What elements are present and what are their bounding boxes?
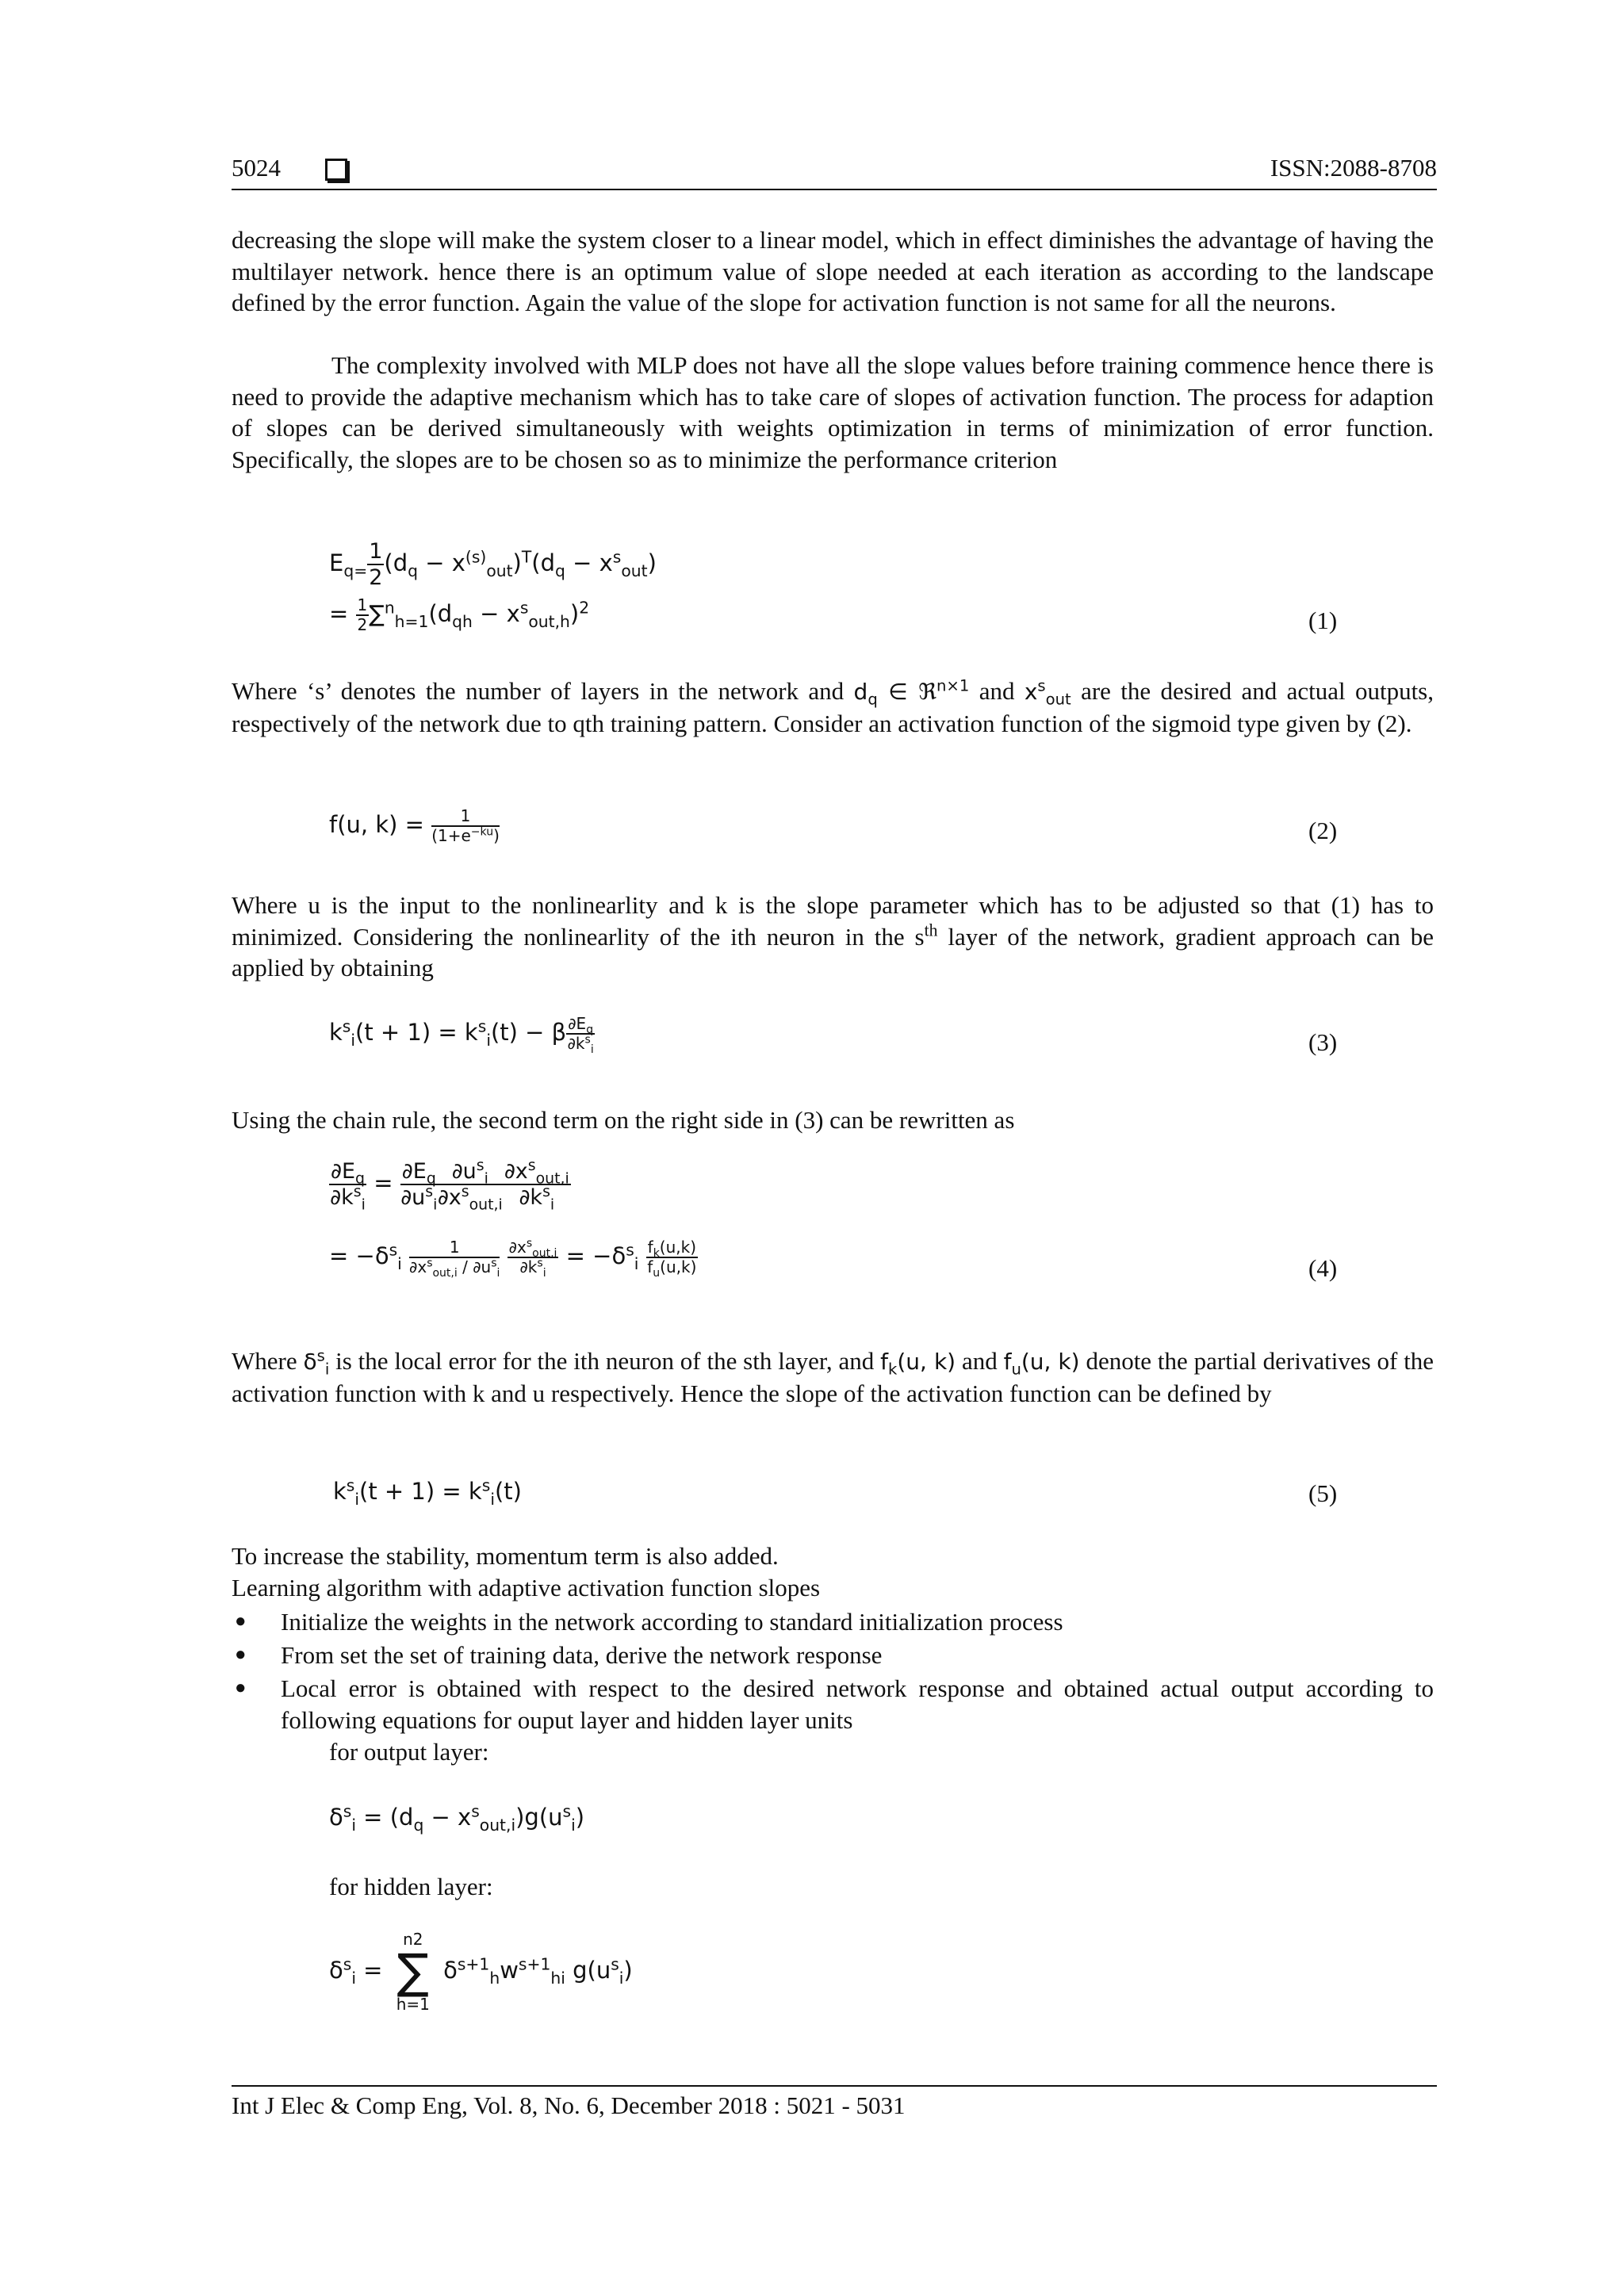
- algorithm-title: Learning algorithm with adaptive activation function slopes: [232, 1574, 821, 1601]
- equation-number-4: (4): [1308, 1254, 1338, 1282]
- inline-math-fu: $f_u(u$, k): [1003, 1349, 1080, 1379]
- label-output-layer: for output layer:: [329, 1738, 489, 1766]
- equation-3: $k^s_i(t + 1) = k^s_i(t) - \beta$ $\frac{\partial E_q}{\partial k^s_i}$: [329, 1014, 594, 1056]
- equation-1-line-1: $E_{q=}$ $\frac{1}{2}$ $(d_q - x^{(s)}_{out})^T(d_q - x^s_{out})$: [329, 539, 657, 591]
- paragraph-local-error-part-1: Where: [232, 1347, 297, 1375]
- inline-math-fk: $f_k(u$, k): [880, 1349, 956, 1379]
- equation-2: f(u, k) = $\frac{1}{(1+e^{-ku})}$: [329, 806, 500, 845]
- header-rule: [232, 189, 1437, 190]
- footer-rule: [232, 2085, 1437, 2087]
- paragraph-layers-part-2: and: [979, 677, 1015, 705]
- paragraph-layers-part-1: Where ‘s’ denotes the number of layers in the network and: [232, 677, 845, 705]
- superscript-th: th: [924, 920, 938, 940]
- paragraph-complexity: The complexity involved with MLP does not have all the slope values before training commence hence there is need to provide the adaptive mechanism which has to take care of slopes of activation function. The process for adaption of slopes can be derived simultaneously with weights optimization in terms of minimization of error function. Specifically, the slopes are to be chosen so as to minimize the performance criterion: [232, 351, 1434, 473]
- paragraph-layers: [232, 675, 1434, 739]
- paragraph-nonlinearity: [232, 890, 1434, 984]
- inline-math-xout: $x^s_{out}$: [1024, 676, 1071, 709]
- paragraph-nonlinearity-part-2: layer of the network, gradient approach can be applied by obtaining: [232, 922, 1434, 982]
- bullet-icon: ●: [235, 1678, 247, 1698]
- page-number: 5024: [232, 154, 281, 182]
- label-hidden-layer: for hidden layer:: [329, 1873, 493, 1900]
- inline-math-dq: $d_q$ ∈ ℜ$^{n\times 1}$: [853, 676, 970, 709]
- paragraph-local-error-part-4: denote the partial derivatives of the activation function with k and u respectively. Hence the slope of the activation function can be defined by: [232, 1347, 1434, 1407]
- paragraph-slope-intro: decreasing the slope will make the system closer to a linear model, which in effect diminishes the advantage of having the multilayer network. hence there is an optimum value of slope needed at each iteration as according to the landscape defined by the error function. Again the value of the slope for activation function is not same for all the neurons.: [232, 226, 1434, 316]
- equation-number-3: (3): [1308, 1028, 1338, 1056]
- equation-number-1: (1): [1308, 607, 1338, 634]
- paragraph-momentum: To increase the stability, momentum term is also added.: [232, 1542, 779, 1570]
- bullet-icon: ●: [235, 1611, 247, 1632]
- page-header: [232, 154, 1437, 186]
- equation-1-line-2: = $\frac{1}{2}$ $\sum^n_{h=1}(d_{qh} - x^s_{out,h})^2$: [329, 595, 590, 634]
- paragraph-local-error-part-2: is the local error for the ith neuron of the sth layer, and: [335, 1347, 875, 1375]
- equation-4-line-2: = $-\delta^s_i$ $\frac{1}{\partial x^s_{out,i} / \partial u^s_i}$ $\frac{\partial x^s_{out,i}}{\partial k^s_i}$ = $-\delta^s_i$ $\frac{f_k(u,k)}{f_u(u,k)}$: [329, 1237, 697, 1280]
- equation-number-2: (2): [1308, 817, 1338, 844]
- issn-label: ISSN:2088-8708: [1270, 154, 1437, 182]
- equation-4-line-1: $\frac{\partial E_q}{\partial k^s_i}$ = $\frac{\partial E_q}{\partial u^s_i}$ $\frac{\partial u^s_i}{\partial x^s_{out,i}}$ $\frac{\partial x^s_{out,i}}{\partial k^s_i}$: [330, 1157, 569, 1214]
- bullet-icon: ●: [235, 1644, 247, 1665]
- inline-math-delta: $\delta^s_i$: [303, 1346, 330, 1379]
- square-icon: [325, 159, 347, 181]
- equation-output-delta: $\delta^s_i = (d_q - x^s_{out,i})g(u^s_i)$: [329, 1801, 585, 1835]
- equation-number-5: (5): [1308, 1479, 1338, 1507]
- paragraph-nonlinearity-part-1: Where u is the input to the nonlinearlity and k is the slope parameter which has to be adjusted so that (1) has to minimized. Considering the nonlinearlity of the ith neuron in the s: [232, 891, 1434, 951]
- page-footer: Int J Elec & Comp Eng, Vol. 8, No. 6, December 2018 : 5021 - 5031: [232, 2091, 906, 2119]
- equation-hidden-delta: $\delta^s_i$ = n2 ∑ h=1 $\delta^{s+1}_hw^{s+1}_{hi}$ $g(u^s_i)$: [329, 1930, 633, 2014]
- paragraph-layers-part-3: are the desired and actual outputs, respectively of the network due to qth training pattern. Consider an activation function of the sigmoid type given by (2).: [232, 677, 1434, 737]
- paragraph-local-error: [232, 1345, 1434, 1409]
- equation-5: $k^s_i(t + 1) = k^s_i(t)$: [333, 1475, 522, 1509]
- paper-page: 5024 ISSN:2088-8708 decreasing the slope will make the system closer to a linear model, which in effect diminishes the advantage of having the multilayer network. hence there is an optimum value of slope needed at each iteration as according to the landscape defined by the error function. Again the value of the slope for activation function is not same for all the neurons. The complexity involved with MLP does not have all the slope values before training commence hence there is need to provide the adaptive mechanism which has to take care of slopes of activation function. The process for adaption of slopes can be derived simultaneously with weights optimization in terms of minimization of error function. Specifically, the slopes are to be chosen so as to minimize the performance criterion $E_{q=}$ $\frac{1}{2}$ $(d_q - x^{(s)}_{out})^T(d_q - x^s_{out})$ = $\frac{1}{2}$ $\sum^n_{h=1}(d_{qh} - x^s_{out,h})^2$ (1) Where ‘s’ denotes the number of layers in the network and $d_q$ ∈ ℜ$^{n\times 1}$ and $x^s_{out}$ are the desired and actual outputs, respectively of the network due to qth training pattern. Consider an activation function of the sigmoid type given by (2). f(u, k) = $\frac{1}{(1+e^{-ku})}$ (2) Where u is the input to the nonlinearlity and k is the slope parameter which has to be adjusted so that (1) has to minimized. Considering the nonlinearlity of the ith neuron in the $s^{th}$ layer of the network, gradient approach can be applied by obtaining $k^s_i(t + 1) = k^s_i(t) - \beta$ $\frac{\partial E_q}{\partial k^s_i}$ (3) Using the chain rule, the second term on the right side in (3) can be rewritten as $\frac{\partial E_q}{\partial k^s_i}$ = $\frac{\partial E_q}{\partial u^s_i}$ $\frac{\partial u^s_i}{\partial x^s_{out,i}}$ $\frac{\partial x^s_{out,i}}{\partial k^s_i}$ = $-\delta^s_i$ $\frac{1}{\partial x^s_{out,i} / \partial u^s_i}$ $\frac{\partial x^s_{out,i}}{\partial k^s_i}$ = $-\delta^s_i$ $\frac{f_k(u,k)}{f_u(u,k)}$ (4) Where $\delta^s_i$ is the local error for the ith neuron of the sth layer, and $f_k(u$, k) and $f_u(u$, k) denote the partial derivatives of the activation function with k and u respectively. Hence the slope of the activation function can be defined by $k^s_i(t + 1) = k^s_i(t)$ (5) To increase the stability, momentum term is also added. Learning algorithm with adaptive activation function slopes ● Initialize the weights in the network according to standard initialization process ● From set the set of training data, derive the network response ● Local error is obtained with respect to the desired network response and obtained actual output according to following equations for ouput layer and hidden layer units for output layer: $\delta^s_i = (d_q - x^s_{out,i})g(u^s_i)$ for hidden layer: $\delta^s_i$ = n2 ∑ h=1 $\delta^{s+1}_hw^{s+1}_{hi}$ $g(u^s_i)$ Int J Elec & Comp Eng, Vol. 8, No. 6, December 2018 : 5021 - 5031: [232, 154, 1437, 2119]
- paragraph-local-error-part-3: and: [961, 1347, 998, 1375]
- paragraph-chain-rule: Using the chain rule, the second term on the right side in (3) can be rewritten as: [232, 1106, 1015, 1134]
